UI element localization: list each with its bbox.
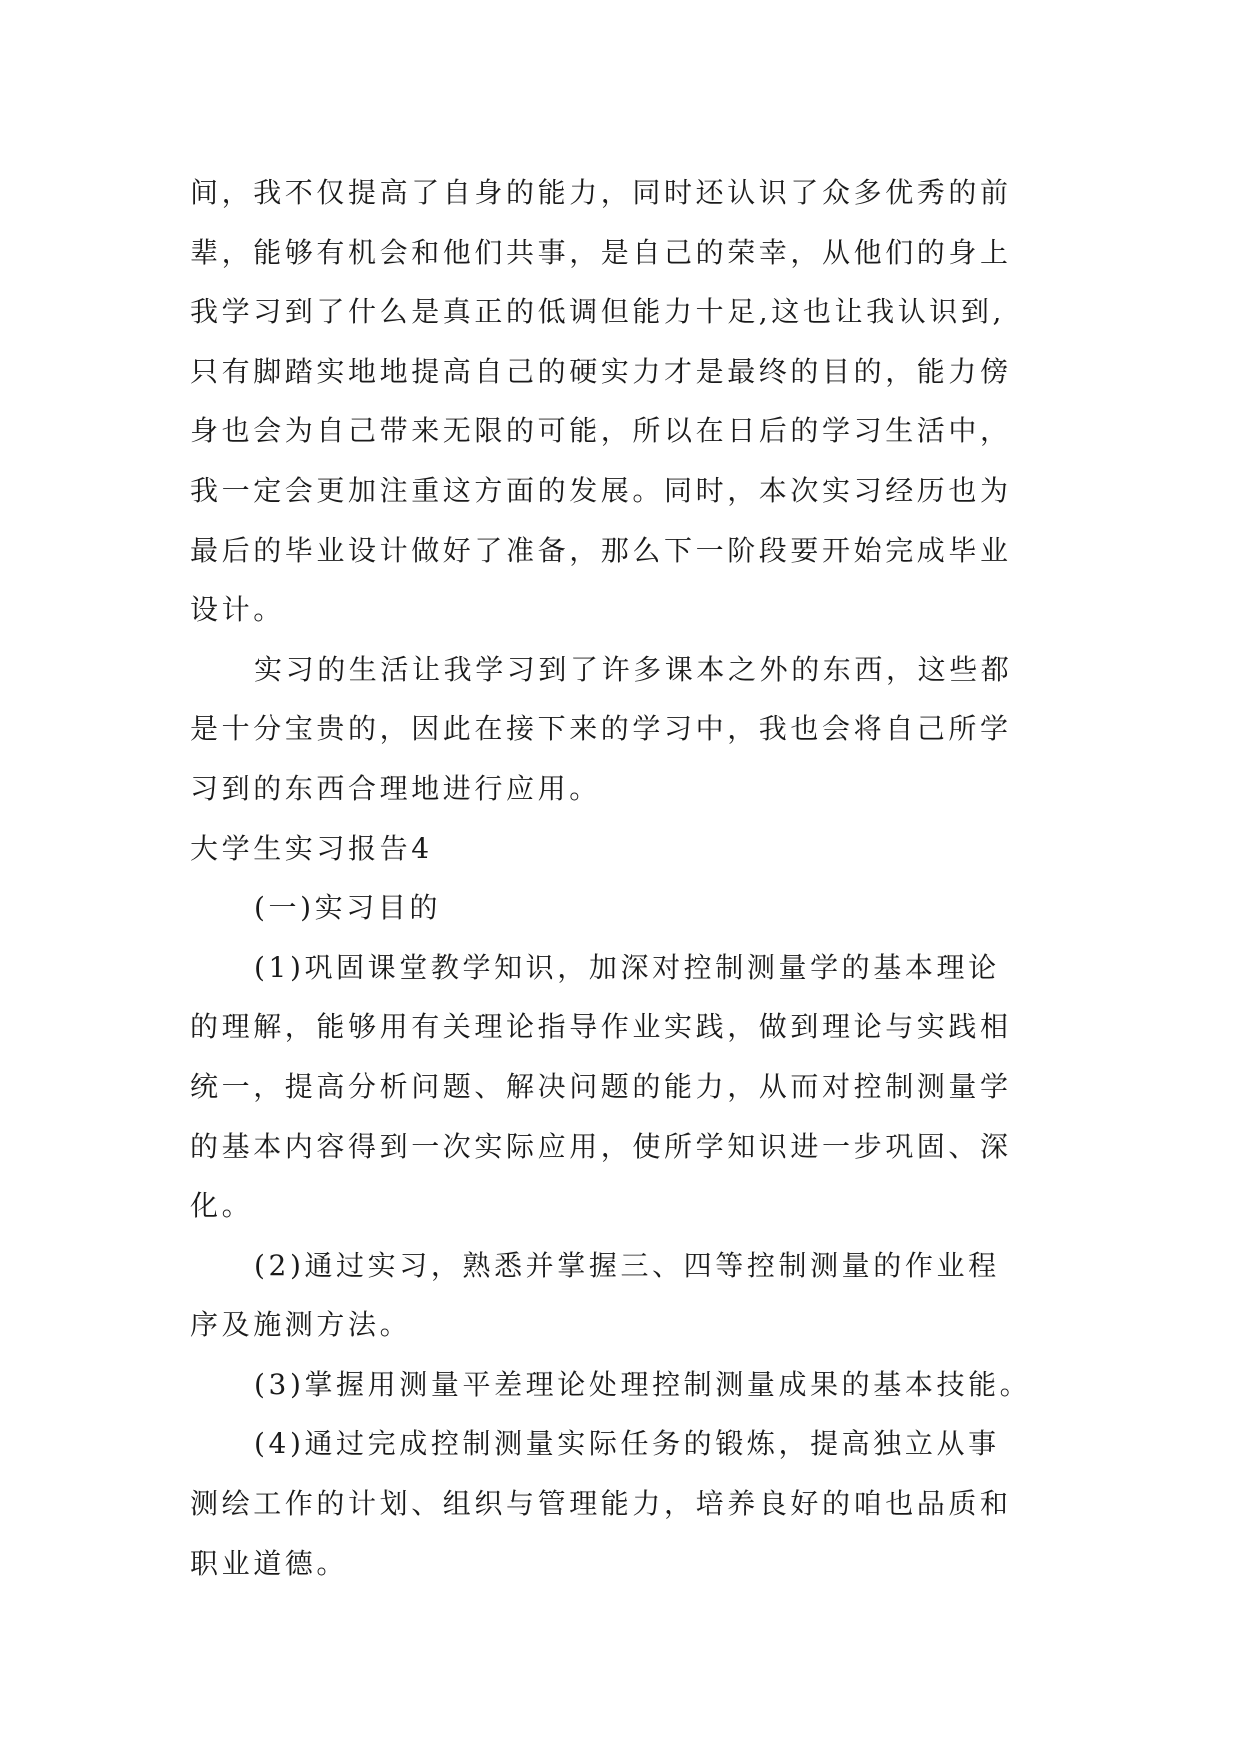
text-line: (3)掌握用测量平差理论处理控制测量成果的基本技能。 xyxy=(254,1367,1032,1401)
text-line: 测绘工作的计划、组织与管理能力，培养良好的咱也品质和 xyxy=(190,1487,1012,1521)
text-line: 设计。 xyxy=(190,593,285,627)
text-line: 间，我不仅提高了自身的能力，同时还认识了众多优秀的前 xyxy=(190,176,1012,209)
text-line: 习到的东西合理地进行应用。 xyxy=(190,771,601,805)
text-line: 实习的生活让我学习到了许多课本之外的东西，这些都 xyxy=(254,652,1013,686)
text-line: 化。 xyxy=(190,1189,254,1223)
text-line: 辈，能够有机会和他们共事，是自己的荣幸，从他们的身上 xyxy=(190,235,1012,269)
text-line: 只有脚踏实地地提高自己的硬实力才是最终的目的，能力傍 xyxy=(190,354,1012,388)
text-line: 大学生实习报告4 xyxy=(190,831,433,865)
text-line: 最后的毕业设计做好了准备，那么下一阶段要开始完成毕业 xyxy=(190,533,1012,567)
text-line: 是十分宝贵的，因此在接下来的学习中，我也会将自己所学 xyxy=(190,712,1012,746)
text-line: 我学习到了什么是真正的低调但能力十足,这也让我认识到, xyxy=(190,295,1006,329)
text-line: 职业道德。 xyxy=(190,1546,349,1580)
text-line: (一)实习目的 xyxy=(254,891,442,925)
text-line: (2)通过实习，熟悉并掌握三、四等控制测量的作业程 xyxy=(254,1248,1000,1282)
text-line: 统一，提高分析问题、解决问题的能力，从而对控制测量学 xyxy=(190,1069,1012,1103)
text-line: (1)巩固课堂教学知识，加深对控制测量学的基本理论 xyxy=(254,950,1000,984)
text-line: 序及施测方法。 xyxy=(190,1308,412,1342)
document-body xyxy=(190,163,1090,1593)
text-line: (4)通过完成控制测量实际任务的锻炼，提高独立从事 xyxy=(254,1427,1000,1461)
text-line: 身也会为自己带来无限的可能，所以在日后的学习生活中， xyxy=(190,414,1012,448)
text-line: 的基本内容得到一次实际应用，使所学知识进一步巩固、深 xyxy=(190,1129,1012,1163)
text-line: 我一定会更加注重这方面的发展。同时，本次实习经历也为 xyxy=(190,473,1012,507)
text-line: 的理解，能够用有关理论指导作业实践，做到理论与实践相 xyxy=(190,1010,1012,1044)
